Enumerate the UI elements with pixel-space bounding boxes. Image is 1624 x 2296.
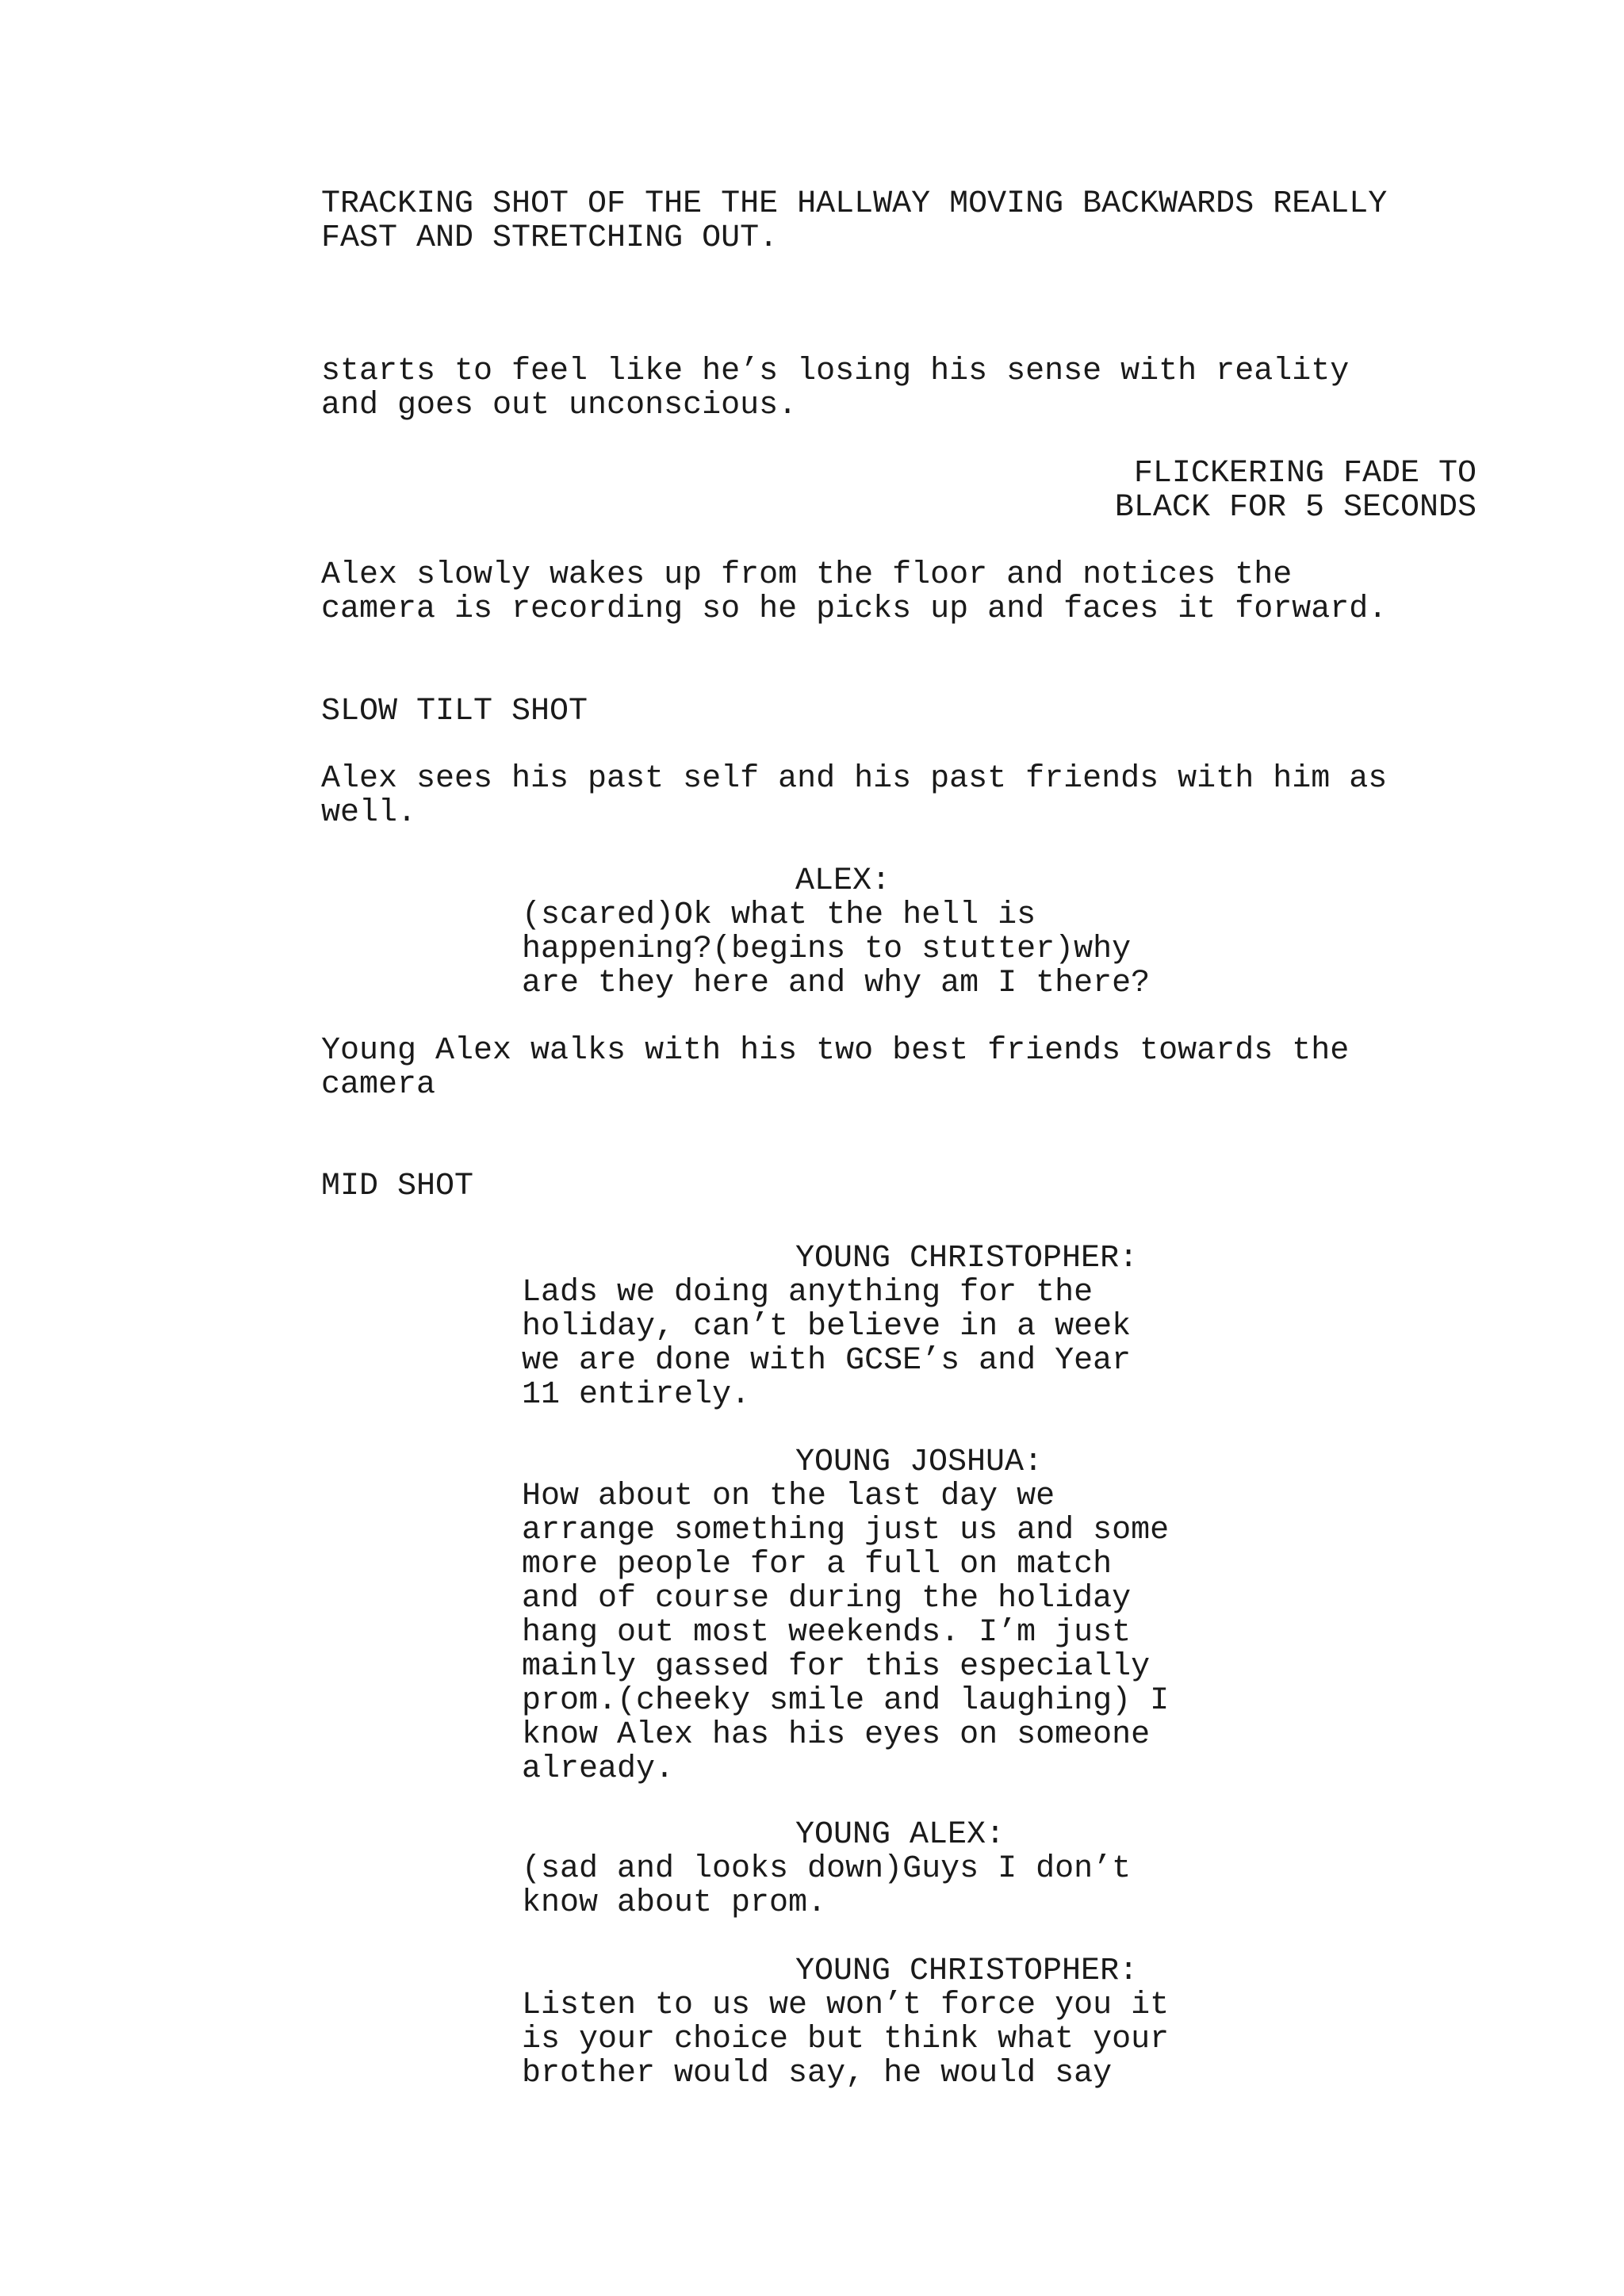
dialogue-line: mainly gassed for this especially: [522, 1649, 1151, 1685]
dialogue-line: are they here and why am I there?: [522, 966, 1151, 1001]
dialogue-young-christopher: [522, 1988, 1235, 2091]
action-young-alex-walks: [321, 1034, 1495, 1102]
action-tracking-shot: [321, 187, 1495, 255]
dialogue-line: brother would say, he would say: [522, 2056, 1113, 2091]
shot-heading: MID SHOT: [321, 1169, 474, 1204]
transition-line: BLACK FOR 5 SECONDS: [1114, 490, 1477, 526]
character-young-christopher: YOUNG CHRISTOPHER:: [795, 1954, 1139, 1989]
dialogue-line: already.: [522, 1751, 675, 1787]
action-line: camera is recording so he picks up and faces it forward.: [321, 591, 1388, 627]
transition-line: FLICKERING FADE TO: [1133, 456, 1477, 492]
dialogue-line: hang out most weekends. I’m just: [522, 1615, 1132, 1651]
action-line: starts to feel like he’s losing his sense with reality: [321, 354, 1350, 389]
dialogue-line: happening?(begins to stutter)why: [522, 932, 1132, 967]
dialogue-young-alex: [522, 1852, 1235, 1920]
dialogue-young-christopher: [522, 1276, 1235, 1412]
character-young-christopher: YOUNG CHRISTOPHER:: [795, 1241, 1139, 1276]
dialogue-line: know about prom.: [522, 1885, 827, 1921]
shot-mid: [321, 1169, 1495, 1203]
action-line: FAST AND STRETCHING OUT.: [321, 220, 779, 256]
action-line: Young Alex walks with his two best friends towards the: [321, 1033, 1350, 1069]
action-line: well.: [321, 795, 417, 831]
shot-heading: SLOW TILT SHOT: [321, 694, 588, 729]
dialogue-line: (sad and looks down)Guys I don’t: [522, 1851, 1132, 1887]
dialogue-young-joshua: [522, 1479, 1235, 1786]
action-past-self: [321, 762, 1495, 830]
dialogue-line: is your choice but think what your: [522, 2022, 1170, 2057]
dialogue-line: prom.(cheeky smile and laughing) I: [522, 1683, 1170, 1719]
dialogue-line: Lads we doing anything for the: [522, 1275, 1094, 1311]
dialogue-line: (scared)Ok what the hell is: [522, 897, 1036, 933]
dialogue-line: arrange something just us and some: [522, 1513, 1170, 1548]
character-young-joshua: YOUNG JOSHUA:: [795, 1445, 1044, 1480]
shot-slow-tilt: [321, 695, 1495, 729]
action-loses-consciousness: [321, 354, 1495, 423]
dialogue-line: and of course during the holiday: [522, 1581, 1132, 1617]
action-line: and goes out unconscious.: [321, 388, 798, 423]
action-line: TRACKING SHOT OF THE THE HALLWAY MOVING BACKWARDS REALLY: [321, 186, 1388, 222]
dialogue-line: Listen to us we won’t force you it: [522, 1988, 1170, 2023]
dialogue-line: How about on the last day we: [522, 1479, 1055, 1514]
dialogue-line: 11 entirely.: [522, 1377, 751, 1413]
action-line: Alex slowly wakes up from the floor and notices the: [321, 557, 1293, 593]
character-alex: ALEX:: [795, 863, 891, 899]
dialogue-line: know Alex has his eyes on someone: [522, 1717, 1151, 1753]
action-alex-wakes: [321, 558, 1495, 626]
dialogue-alex: [522, 898, 1235, 1001]
action-line: camera: [321, 1067, 436, 1103]
dialogue-line: we are done with GCSE’s and Year: [522, 1343, 1132, 1379]
action-line: Alex sees his past self and his past friends with him as: [321, 761, 1388, 797]
dialogue-line: holiday, can’t believe in a week: [522, 1309, 1132, 1345]
character-young-alex: YOUNG ALEX:: [795, 1817, 1005, 1853]
transition-flickering-fade: [1115, 457, 1477, 525]
dialogue-line: more people for a full on match: [522, 1547, 1113, 1582]
